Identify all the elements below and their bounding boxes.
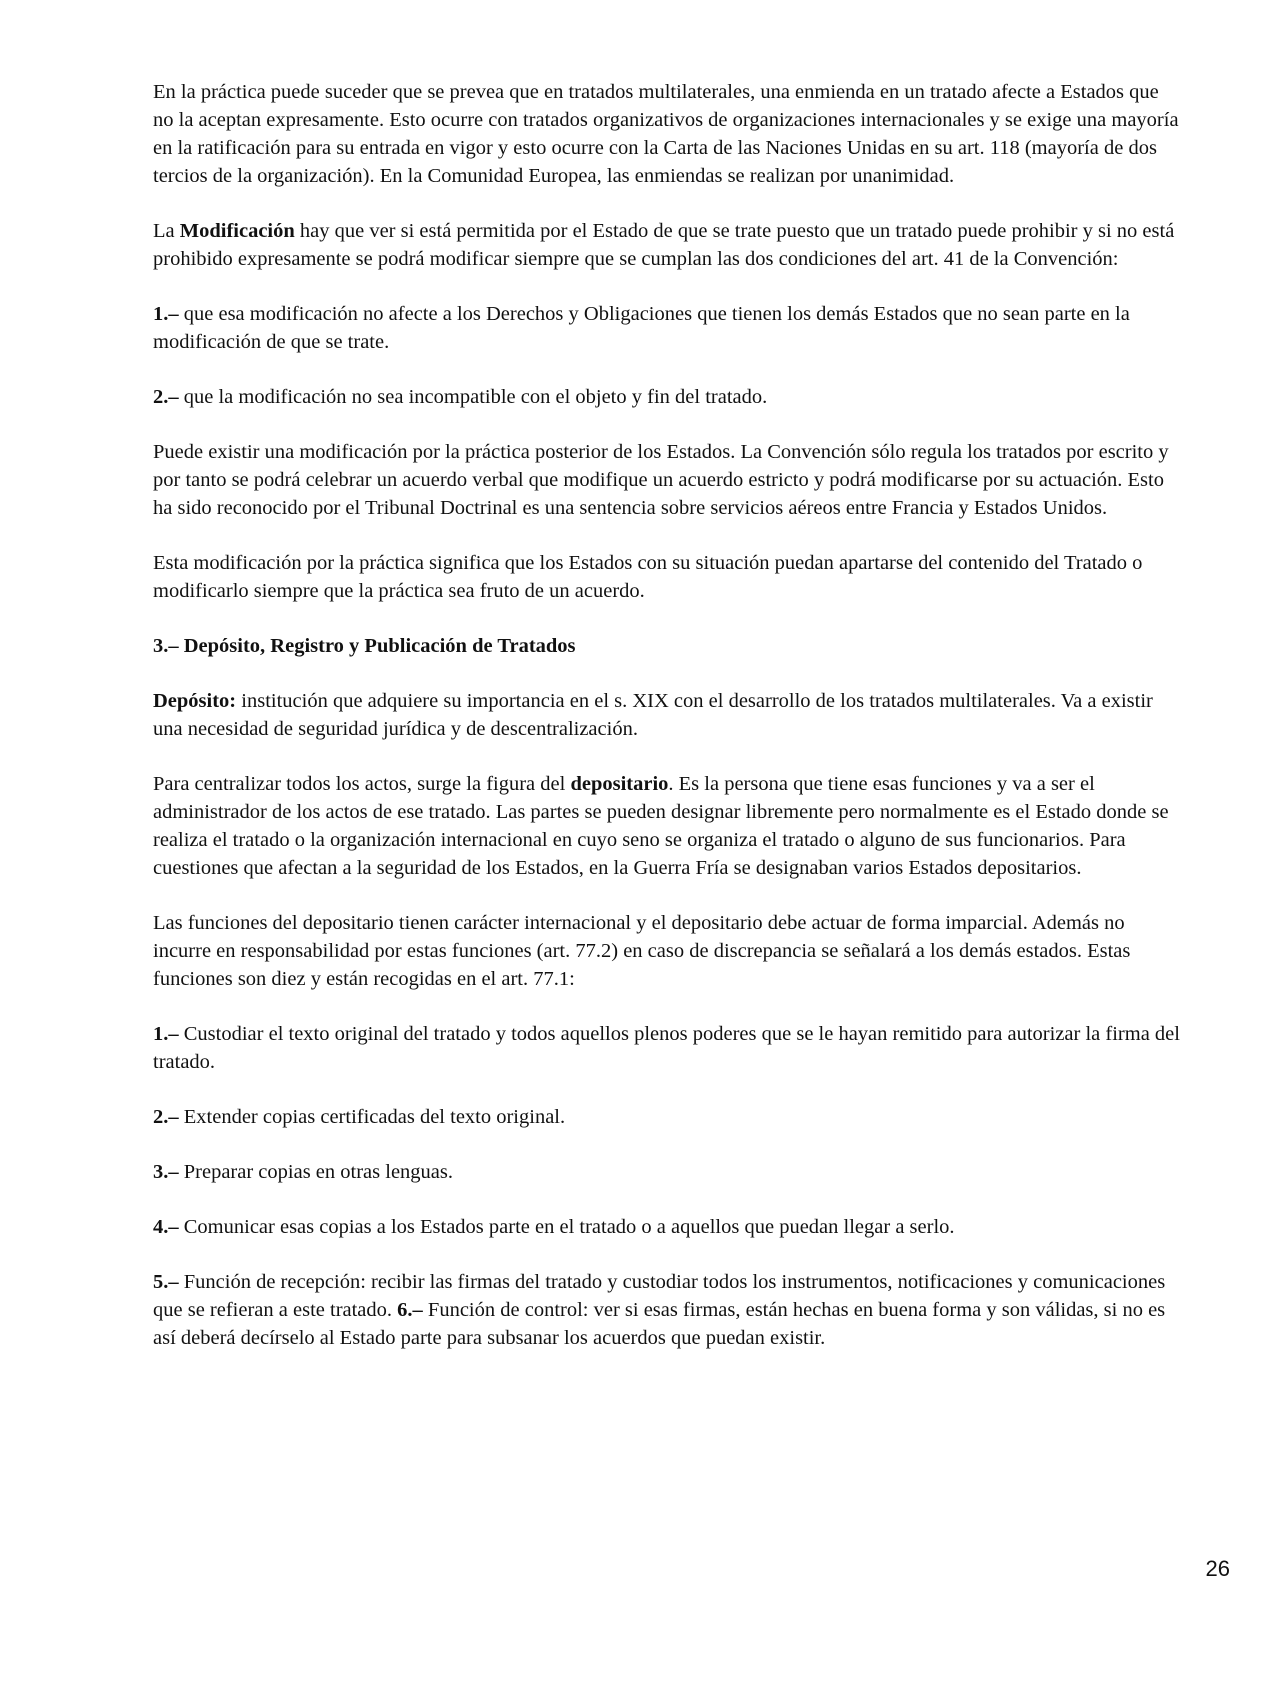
modificacion-term: Modificación bbox=[179, 220, 295, 242]
page-number: 26 bbox=[1205, 1556, 1230, 1581]
condicion-item-2 bbox=[153, 383, 1183, 411]
funcion-item-3 bbox=[153, 1158, 1183, 1186]
document-body bbox=[153, 78, 1183, 1379]
funcion-number: 4.– bbox=[153, 1216, 179, 1238]
paragraph-practica-2: Esta modificación por la práctica significa que los Estados con su situación puedan apartarse del contenido del Tratado o modificarlo siempre que la práctica sea fruto de un acuerdo. bbox=[153, 552, 1143, 602]
depositario-text: . Es la persona que tiene esas funciones y va a ser el administrador de los actos de ese tratado. Las partes se pueden designar libremente pero normalmente es el Estado donde se realiza el tratado o la organización internacional en cuyo seno se organiza el tratado o alguno de sus funcionarios. Para cuestiones que afectan a la seguridad de los Estados, en la Guerra Fría se designaban varios Estados depositarios. bbox=[153, 773, 1169, 879]
deposito-term: Depósito: bbox=[153, 690, 237, 712]
condicion-text: que esa modificación no afecte a los Derechos y Obligaciones que tienen los demás Estados que no sean parte en la modificación de que se trate. bbox=[153, 303, 1130, 353]
modificacion-prefix: La bbox=[153, 220, 180, 242]
paragraph-deposito bbox=[153, 687, 1183, 743]
condicion-number: 1.– bbox=[153, 303, 179, 325]
paragraph-enmienda: En la práctica puede suceder que se prevea que en tratados multilaterales, una enmienda en un tratado afecte a Estados que no la aceptan expresamente. Esto ocurre con tratados organizativos de organizaciones internacionales y se exige una mayoría en la ratificación para su entrada en vigor y esto ocurre con la Carta de las Naciones Unidas en su art. 118 (mayoría de dos tercios de la organización). En la Comunidad Europea, las enmiendas se realizan por unanimidad. bbox=[153, 81, 1179, 187]
funcion-text: Extender copias certificadas del texto original. bbox=[178, 1106, 566, 1128]
funcion-text: Preparar copias en otras lenguas. bbox=[178, 1161, 453, 1183]
funcion-item-5-6 bbox=[153, 1268, 1183, 1352]
paragraph-funciones: Las funciones del depositario tienen carácter internacional y el depositario debe actuar de forma imparcial. Además no incurre en responsabilidad por estas funciones (art. 77.2) en caso de discrepancia se señalará a los demás estados. Estas funciones son diez y están recogidas en el art. 77.1: bbox=[153, 912, 1131, 990]
condicion-number: 2.– bbox=[153, 386, 179, 408]
funcion-item-2 bbox=[153, 1103, 1183, 1131]
funcion-number: 2.– bbox=[153, 1106, 179, 1128]
paragraph-depositario bbox=[153, 770, 1183, 882]
funcion-text: Función de recepción: recibir las firmas del tratado y custodiar todos los instrumentos, notificaciones y comunicaciones que se refieran a este tratado. bbox=[153, 1271, 1166, 1321]
section-heading: 3.– Depósito, Registro y Publicación de Tratados bbox=[153, 635, 576, 657]
funcion-number: 5.– bbox=[153, 1271, 179, 1293]
depositario-prefix: Para centralizar todos los actos, surge la figura del bbox=[153, 773, 571, 795]
condicion-text: que la modificación no sea incompatible con el objeto y fin del tratado. bbox=[178, 386, 768, 408]
funcion-item-4 bbox=[153, 1213, 1183, 1241]
funcion-number: 1.– bbox=[153, 1023, 179, 1045]
funcion-text: Comunicar esas copias a los Estados parte en el tratado o a aquellos que puedan llegar a serlo. bbox=[178, 1216, 955, 1238]
funcion-number: 6.– bbox=[397, 1299, 423, 1321]
modificacion-text: hay que ver si está permitida por el Estado de que se trate puesto que un tratado puede prohibir y si no está prohibido expresamente se podrá modificar siempre que se cumplan las dos condiciones del art. 41 de la Convención: bbox=[153, 220, 1175, 270]
paragraph-practica: Puede existir una modificación por la práctica posterior de los Estados. La Convención sólo regula los tratados por escrito y por tanto se podrá celebrar un acuerdo verbal que modifique un acuerdo estricto y podrá modificarse por su actuación. Esto ha sido reconocido por el Tribunal Doctrinal es una sentencia sobre servicios aéreos entre Francia y Estados Unidos. bbox=[153, 441, 1169, 519]
depositario-term: depositario bbox=[570, 773, 669, 795]
funcion-number: 3.– bbox=[153, 1161, 179, 1183]
funcion-text: Función de control: ver si esas firmas, están hechas en buena forma y son válidas, si no es así deberá decírselo al Estado parte para subsanar los acuerdos que puedan existir. bbox=[153, 1299, 1166, 1349]
deposito-text: institución que adquiere su importancia en el s. XIX con el desarrollo de los tratados multilaterales. Va a existir una necesidad de seguridad jurídica y de descentralización. bbox=[153, 690, 1153, 740]
funcion-item-1 bbox=[153, 1020, 1183, 1076]
paragraph-modificacion bbox=[153, 217, 1183, 273]
condicion-item-1 bbox=[153, 300, 1183, 356]
funcion-text: Custodiar el texto original del tratado y todos aquellos plenos poderes que se le hayan remitido para autorizar la firma del tratado. bbox=[153, 1023, 1180, 1073]
